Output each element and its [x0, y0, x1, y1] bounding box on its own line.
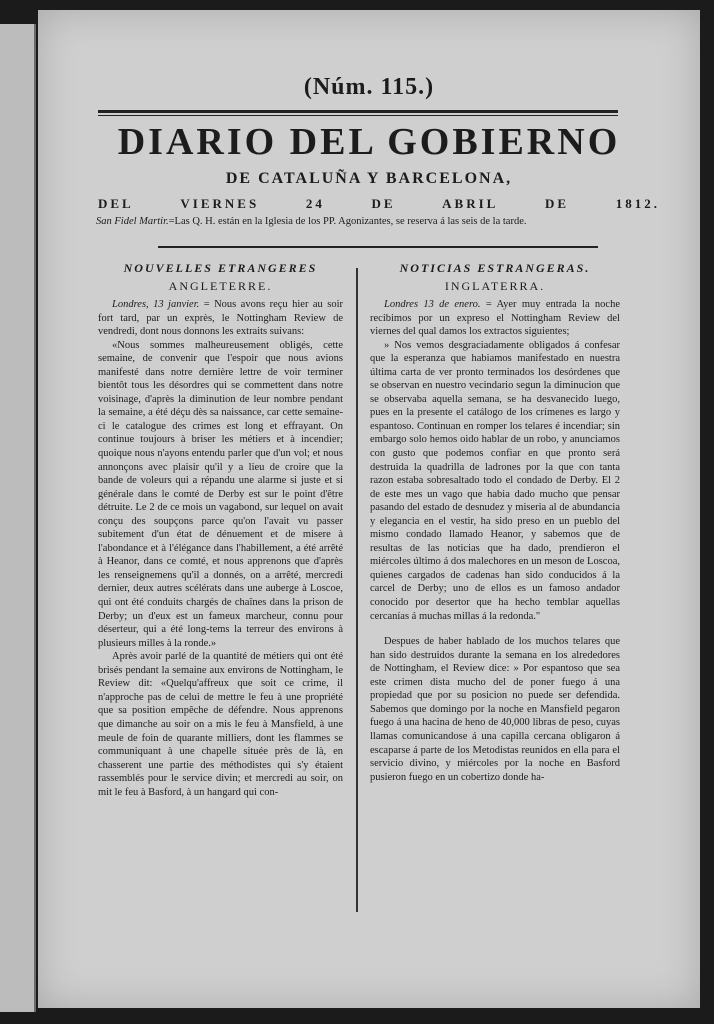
spanish-dateline: Londres 13 de enero. [384, 299, 481, 310]
saint-notice: Las Q. H. están en la Iglesia de los PP. Agonizantes, se reserva á las seis de la tarde. [174, 216, 527, 227]
saint-name: San Fidel Martir. [96, 216, 169, 227]
spanish-paragraph-1: Londres 13 de enero. = Ayer muy entrada la noche recibimos por un expreso el Nottingham Review del viernes del qual damos los extractos siguientes; [370, 299, 620, 338]
french-country: ANGLETERRE. [168, 279, 273, 293]
previous-page-edge [0, 24, 36, 1012]
spanish-text-1: Ayer muy entrada la noche recibimos por un expreso el Nottingham Review del viernes del qual damos los extractos siguientes; [370, 299, 620, 338]
date-word: ABRIL [442, 196, 499, 211]
spanish-paragraph-2: » Nos vemos desgraciadamente obligados á confesar que la esperanza que habiamos manifestado en nuestra última carta de ver pronto terminados los desórdenes que se observan en nuestro vecindario segun la diminucion que se observaba aquella semana, se ha desvanecido luego, pues en la presente el catálogo de los crímenes es largo y espantoso. Continuan en romper los telares é incendiar; sin embargo solo hemos oido hablar de un robo, y anunciamos con gusto que podemos confiar en que pronto será destruida la quadrilla de ladrones por la que con tanta razon estaba sobresaltado todo el condado de Derby. El 2 de este mes un vago que habia dado mucho que pensar pasando del estado de desnudez y miseria al de abundancia y elegancia en el vestir, ha sido preso en un pueblo del mismo condado llamado Heanor, y sabemos que de resultas de las noticias que ha dado, prendieron el miércoles último á dos malechores en un meson de Loscoa, quienes cargados de cadenas han sido conducidos á la carcel de Derby; uno de ellos es un famoso andador conocido por desertor que ha hecho temblar aquellas cercanías á muchas millas á la redonda." [370, 339, 620, 622]
spanish-heading: NOTICIAS ESTRANGERAS. [399, 261, 591, 275]
issue-number: (Núm. 115.) [303, 74, 435, 100]
spanish-paragraph-3: Despues de haber hablado de los muchos telares que han sido destruidos durante la semana en los alrededores de Nottingham, el Review dice: » Por espantoso que sea este crimen dista mucho del de poner fuego á una propiedad que por su posicion no puede ser defendida. Sabemos que domingo por la noche en Mansfield pegaron fuego á una hacina de heno de 40,000 libras de peso, cuyas llamas comunicandose á una capilla cercana obligaron á escaparse á parte de los Metodistas reunidos en ella para el servicio divino, y miércoles por la noche en Basford pusieron fuego en un cobertizo donde ha- [370, 636, 620, 783]
masthead-rule [98, 110, 618, 113]
saint-of-the-day: San Fidel Martir.=Las Q. H. están en la Iglesia de los PP. Agonizantes, se reserva á las seis de la tarde. [96, 216, 527, 227]
issue-date [98, 196, 660, 212]
date-word: DEL [98, 196, 134, 211]
paragraph-gap [370, 623, 620, 635]
date-word: DE [544, 196, 570, 211]
newspaper-page [38, 10, 700, 1008]
masthead-rule-thin [98, 115, 618, 116]
french-text-1: Nous avons reçu hier au soir fort tard, par un exprès, le Nottingham Review de vendredi, dont nous donnons les extraits suivans: [98, 299, 343, 338]
newspaper-title: DIARIO DEL GOBIERNO [117, 121, 621, 163]
date-word: DE [371, 196, 396, 211]
french-paragraph-2: «Nous sommes malheureusement obligés, cette semaine, de convenir que l'espoir que nous avions manifesté dans notre dernière lettre de voir terminer bientôt tous les désordres qui se commettent dans notre voisinage, d'après la diminution de leur nombre pendant la semaine, a été déçu dès sa naissance, car cette semaine-ci le catalogue des crimes est long et effrayant. On continue toujours à briser les métiers et à incendier; quoique nous n'ayons entendu parler que d'un vol; et nous annonçons avec plaisir qu'il y a lieu de croire que la bande de voleurs qui a répandu une alarme si juste et si générale dans le comté de Derby est sur le point d'être détruite. Le 2 de ce mois un vagabond, sur lequel on avait conçu des soupçons parce qu'on l'avait vu passer subitement d'un état de dénuement et de misere à l'abondance et à l'élégance dans l'habillement, a été arrêté à Heanor, dans ce comté, et nous apprenons que d'après les renseignemens qu'il a donnés, on a arrêté, mercredi dernier, deux autres scélérats dans une auberge à Loscoe, qui ont été conduits chargés de chaînes dans la prison de Derby; un d'eux est un fameux marcheur, connu pour déserteur, qui a été long-tems la terreur des environs à plusieurs milles à la ronde.» [98, 339, 343, 649]
french-dateline: Londres, 13 janvier. [112, 299, 200, 310]
french-paragraph-3: Après avoir parlé de la quantité de métiers qui ont été brisés pendant la semaine aux environs de Nottingham, le Review dit: «Quelqu'affreux que soit ce crime, il n'approche pas de celui de mettre le feu à une propriété que sa position empêche de défendre. Nous apprenons que dimanche au soir on a mis le feu à Mansfield, à une meule de foin de quarante milliers, dont les flammes se communiquant à une chapelle située près de là, en chasserent une partie des méthodistes qui s'y étaient rassemblés pour le service divin; et mercredi au soir, on mit le feu à Basford, à un hangard qui con- [98, 651, 343, 798]
french-paragraph-1: Londres, 13 janvier. = Nous avons reçu hier au soir fort tard, par un exprès, le Nottingham Review de vendredi, dont nous donnons les extraits suivans: [98, 299, 343, 338]
french-column [98, 260, 343, 920]
french-heading: NOUVELLES ETRANGERES [123, 261, 318, 275]
date-word: 24 [305, 196, 325, 211]
spanish-column [370, 260, 620, 920]
date-word: VIERNES [180, 196, 260, 211]
section-rule [158, 246, 598, 248]
column-divider [356, 268, 358, 912]
newspaper-subtitle: DE CATALUÑA Y BARCELONA, [225, 170, 513, 187]
spanish-country: INGLATERRA. [444, 279, 546, 293]
date-word: 1812. [615, 196, 660, 211]
